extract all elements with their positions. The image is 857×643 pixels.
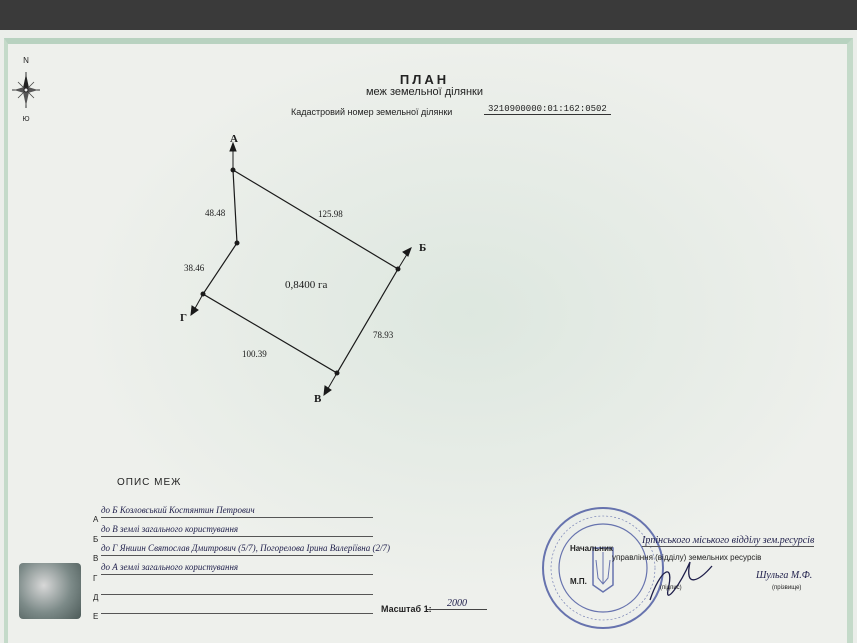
point-label-b: Б	[419, 242, 427, 254]
distance-ab: 125.98	[318, 209, 343, 219]
head-label: Начальник	[570, 544, 613, 553]
corner-arrows	[191, 143, 411, 395]
border-row-text	[101, 601, 373, 614]
stamp-icon	[543, 508, 663, 628]
border-row-letter: Б	[93, 535, 99, 544]
distance-g-mid: 38.46	[184, 263, 205, 273]
signature-scribble	[650, 562, 712, 600]
border-row-text: до А землі загального користування	[101, 562, 373, 575]
name-caption: (прізвище)	[772, 585, 802, 591]
compass-north-label: N	[23, 56, 29, 65]
signature-caption: (підпис)	[660, 585, 682, 591]
department-caption: управління (відділу) земельних ресурсів	[612, 553, 762, 562]
parcel-area: 0,8400 га	[285, 279, 328, 291]
plan-title: ПЛАН	[399, 72, 450, 87]
scale-label: Масштаб 1:	[381, 604, 432, 614]
corner-markers	[201, 168, 401, 376]
border-row-text: до Б Козловський Костянтин Петрович	[101, 505, 373, 518]
point-label-g: Г	[180, 312, 187, 324]
department-handwritten: Ірпінського міського відділу зем.ресурсів	[642, 535, 815, 546]
border-row-letter: В	[93, 554, 99, 563]
border-row-text: до В землі загального користування	[101, 524, 373, 537]
hologram-sticker	[19, 563, 81, 619]
cadastral-label: Кадастровий номер земельної ділянки	[291, 107, 453, 117]
distance-bv: 78.93	[373, 330, 394, 340]
stamp-place-label: М.П.	[570, 577, 587, 586]
compass-icon	[12, 72, 40, 108]
plan-subtitle: меж земельної ділянки	[365, 86, 484, 98]
border-row-letter: Г	[93, 574, 98, 583]
cadastral-number: 3210900000:01:162:0502	[484, 104, 611, 115]
border-row-letter: А	[93, 515, 99, 524]
borders-title: ОПИС МЕЖ	[117, 477, 182, 488]
parcel-boundary	[203, 170, 398, 373]
border-row-text	[101, 582, 373, 595]
official-name: Шульга М.Ф.	[756, 570, 813, 581]
scale-value: 2000	[427, 598, 487, 610]
distance-vg: 100.39	[242, 349, 267, 359]
point-label-a: А	[230, 133, 238, 145]
border-row-letter: Д	[93, 593, 99, 602]
point-label-v: В	[314, 393, 322, 405]
distance-mid-a: 48.48	[205, 208, 226, 218]
border-row-letter: Е	[93, 612, 99, 621]
compass-south-label: Ю	[22, 116, 30, 123]
border-row-text: до Г Яншин Святослав Дмитрович (5/7), Погорелова Ірина Валеріївна (2/7)	[101, 543, 373, 556]
